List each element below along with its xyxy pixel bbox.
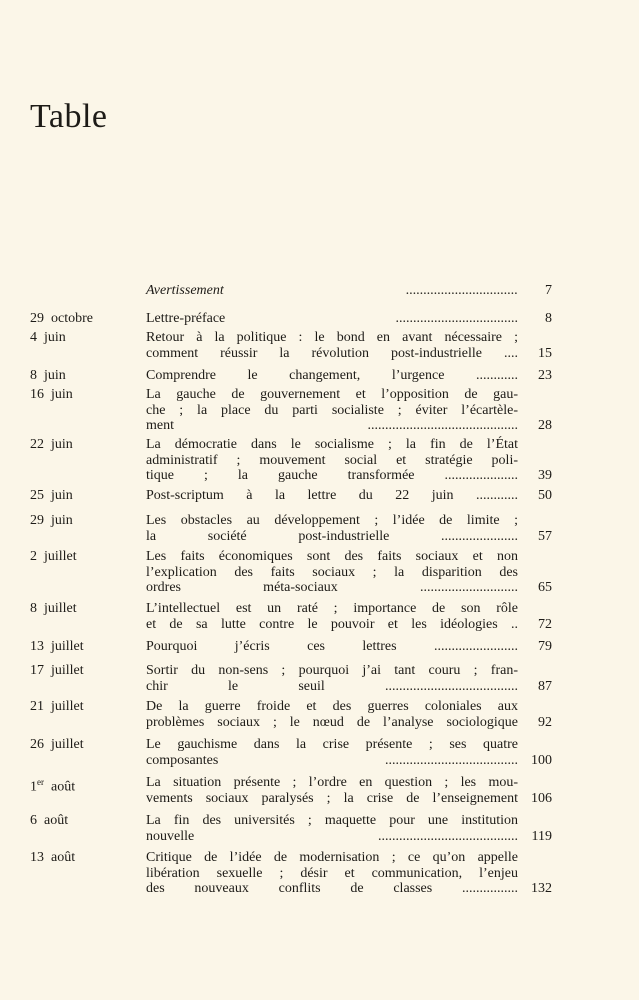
toc-entry xyxy=(30,513,558,546)
toc-entry-page-number: 8 xyxy=(545,311,552,326)
toc-entry-page-number: 39 xyxy=(538,468,552,484)
toc-entry xyxy=(30,330,558,363)
toc-entry-text-line: Comprendre le changement, l’urgence ............ xyxy=(146,368,518,383)
toc-entry-text-line: et de sa lutte contre le pouvoir et les idéologies .. xyxy=(146,616,518,632)
toc-entry-text-line: des nouveaux conflits de classes ................ xyxy=(146,881,518,897)
toc-entry-date: 21 juillet xyxy=(30,699,84,714)
toc-entry-page-number: 87 xyxy=(538,678,552,694)
toc-entry-date: 26 juillet xyxy=(30,737,84,752)
toc-entry-text-line: Les faits économiques sont des faits sociaux et non xyxy=(146,549,518,564)
toc-entry-text-line: La fin des universités ; maquette pour une institution xyxy=(146,813,518,828)
toc-entry-page-number: 57 xyxy=(538,528,552,544)
toc-entry-date: 17 juillet xyxy=(30,663,84,678)
toc-entry-text-line: Retour à la politique : le bond en avant nécessaire ; xyxy=(146,330,518,345)
toc-entry-text-line: De la guerre froide et des guerres coloniales aux xyxy=(146,699,518,714)
toc-entry-page-number: 15 xyxy=(538,345,552,361)
toc-entry xyxy=(30,775,558,808)
toc-entry-page-number: 7 xyxy=(545,283,552,298)
toc-entry-page-number: 79 xyxy=(538,639,552,654)
toc-entry-date: 13 août xyxy=(30,850,76,865)
toc-entry-text-line: composantes ...................................... xyxy=(146,752,518,768)
toc-entry-page-number: 119 xyxy=(531,828,552,844)
toc-entry xyxy=(30,488,558,506)
toc-entry-text-line: La gauche de gouvernement et l’opposition de gau- xyxy=(146,387,518,402)
toc-entry xyxy=(30,368,558,386)
toc-entry xyxy=(30,813,558,846)
toc-entry-text-line: ment ........................................... xyxy=(146,418,518,434)
toc-entry-text-line: La situation présente ; l’ordre en question ; les mou- xyxy=(146,775,518,790)
toc-entry-text-line: libération sexuelle ; désir et communication, l’enjeu xyxy=(146,865,518,881)
toc-entry-page-number: 100 xyxy=(531,752,552,768)
toc-entry-text-line: Lettre-préface ................................... xyxy=(146,311,518,326)
toc-entry-text-line: Pourquoi j’écris ces lettres ........................ xyxy=(146,639,518,654)
toc-entry-date: 8 juin xyxy=(30,368,66,383)
toc-entry-text-line: problèmes sociaux ; le nœud de l’analyse sociologique xyxy=(146,714,518,730)
toc-entry-page-number: 23 xyxy=(538,368,552,383)
toc-entry-text-line: tique ; la gauche transformée ..................... xyxy=(146,468,518,484)
toc-entry xyxy=(30,549,558,598)
toc-entry-date: 22 juin xyxy=(30,437,73,452)
toc-entry xyxy=(30,639,558,657)
toc-entry xyxy=(30,283,558,301)
toc-entry-text-line: vements sociaux paralysés ; la crise de l’enseignement xyxy=(146,790,518,806)
toc-entry-date: 6 août xyxy=(30,813,69,828)
toc-entry-text-line: administratif ; mouvement social et stratégie poli- xyxy=(146,452,518,468)
toc-entry xyxy=(30,699,558,732)
toc-entry-text-line: L’intellectuel est un raté ; importance de son rôle xyxy=(146,601,518,616)
toc-entry-text-line: nouvelle ........................................ xyxy=(146,828,518,844)
toc-entry-date: 1er août xyxy=(30,777,76,795)
toc-entry-text-line: Avertissement ................................ xyxy=(146,283,518,298)
page-title: Table xyxy=(30,98,108,135)
toc-entry-text-line: Critique de l’idée de modernisation ; ce qu’on appelle xyxy=(146,850,518,865)
toc-entry-page-number: 65 xyxy=(538,580,552,596)
toc-entry-text-line: comment réussir la révolution post-industrielle .... xyxy=(146,345,518,361)
toc-entry-page-number: 72 xyxy=(538,616,552,632)
toc-entry-text-line: ordres méta-sociaux ............................ xyxy=(146,580,518,596)
toc-entry xyxy=(30,601,558,634)
toc-entry-date: 29 juin xyxy=(30,513,73,528)
toc-entry xyxy=(30,737,558,770)
toc-entry-page-number: 28 xyxy=(538,418,552,434)
toc-entry-text-line: la société post-industrielle ...................... xyxy=(146,528,518,544)
toc-entry-text-line: che ; la place du parti socialiste ; éviter l’écartèle- xyxy=(146,402,518,418)
toc-entry xyxy=(30,387,558,436)
toc-entry-date: 13 juillet xyxy=(30,639,84,654)
toc-entry-text-line: Sortir du non-sens ; pourquoi j’ai tant couru ; fran- xyxy=(146,663,518,678)
toc-entry-page-number: 106 xyxy=(531,790,552,806)
toc-entry-page-number: 50 xyxy=(538,488,552,503)
toc-entry xyxy=(30,663,558,696)
toc-entry-date: 25 juin xyxy=(30,488,73,503)
toc-entry-date: 2 juillet xyxy=(30,549,77,564)
toc-entry-page-number: 132 xyxy=(531,881,552,897)
toc-entry-date: 29 octobre xyxy=(30,311,93,326)
toc-entry-text-line: Post-scriptum à la lettre du 22 juin ............ xyxy=(146,488,518,503)
toc-entry xyxy=(30,437,558,486)
toc-entry-text-line: Le gauchisme dans la crise présente ; ses quatre xyxy=(146,737,518,752)
toc-entry-date: 4 juin xyxy=(30,330,66,345)
toc-entry xyxy=(30,311,558,329)
toc-entry-text-line: Les obstacles au développement ; l’idée de limite ; xyxy=(146,513,518,528)
toc-entry-date: 8 juillet xyxy=(30,601,77,616)
toc-entry-text-line: chir le seuil ...................................... xyxy=(146,678,518,694)
toc-entry-text-line: l’explication des faits sociaux ; la disparition des xyxy=(146,564,518,580)
toc-entry-text-line: La démocratie dans le socialisme ; la fin de l’État xyxy=(146,437,518,452)
toc-entry xyxy=(30,850,558,899)
toc-entry-date: 16 juin xyxy=(30,387,73,402)
toc-entry-page-number: 92 xyxy=(538,714,552,730)
